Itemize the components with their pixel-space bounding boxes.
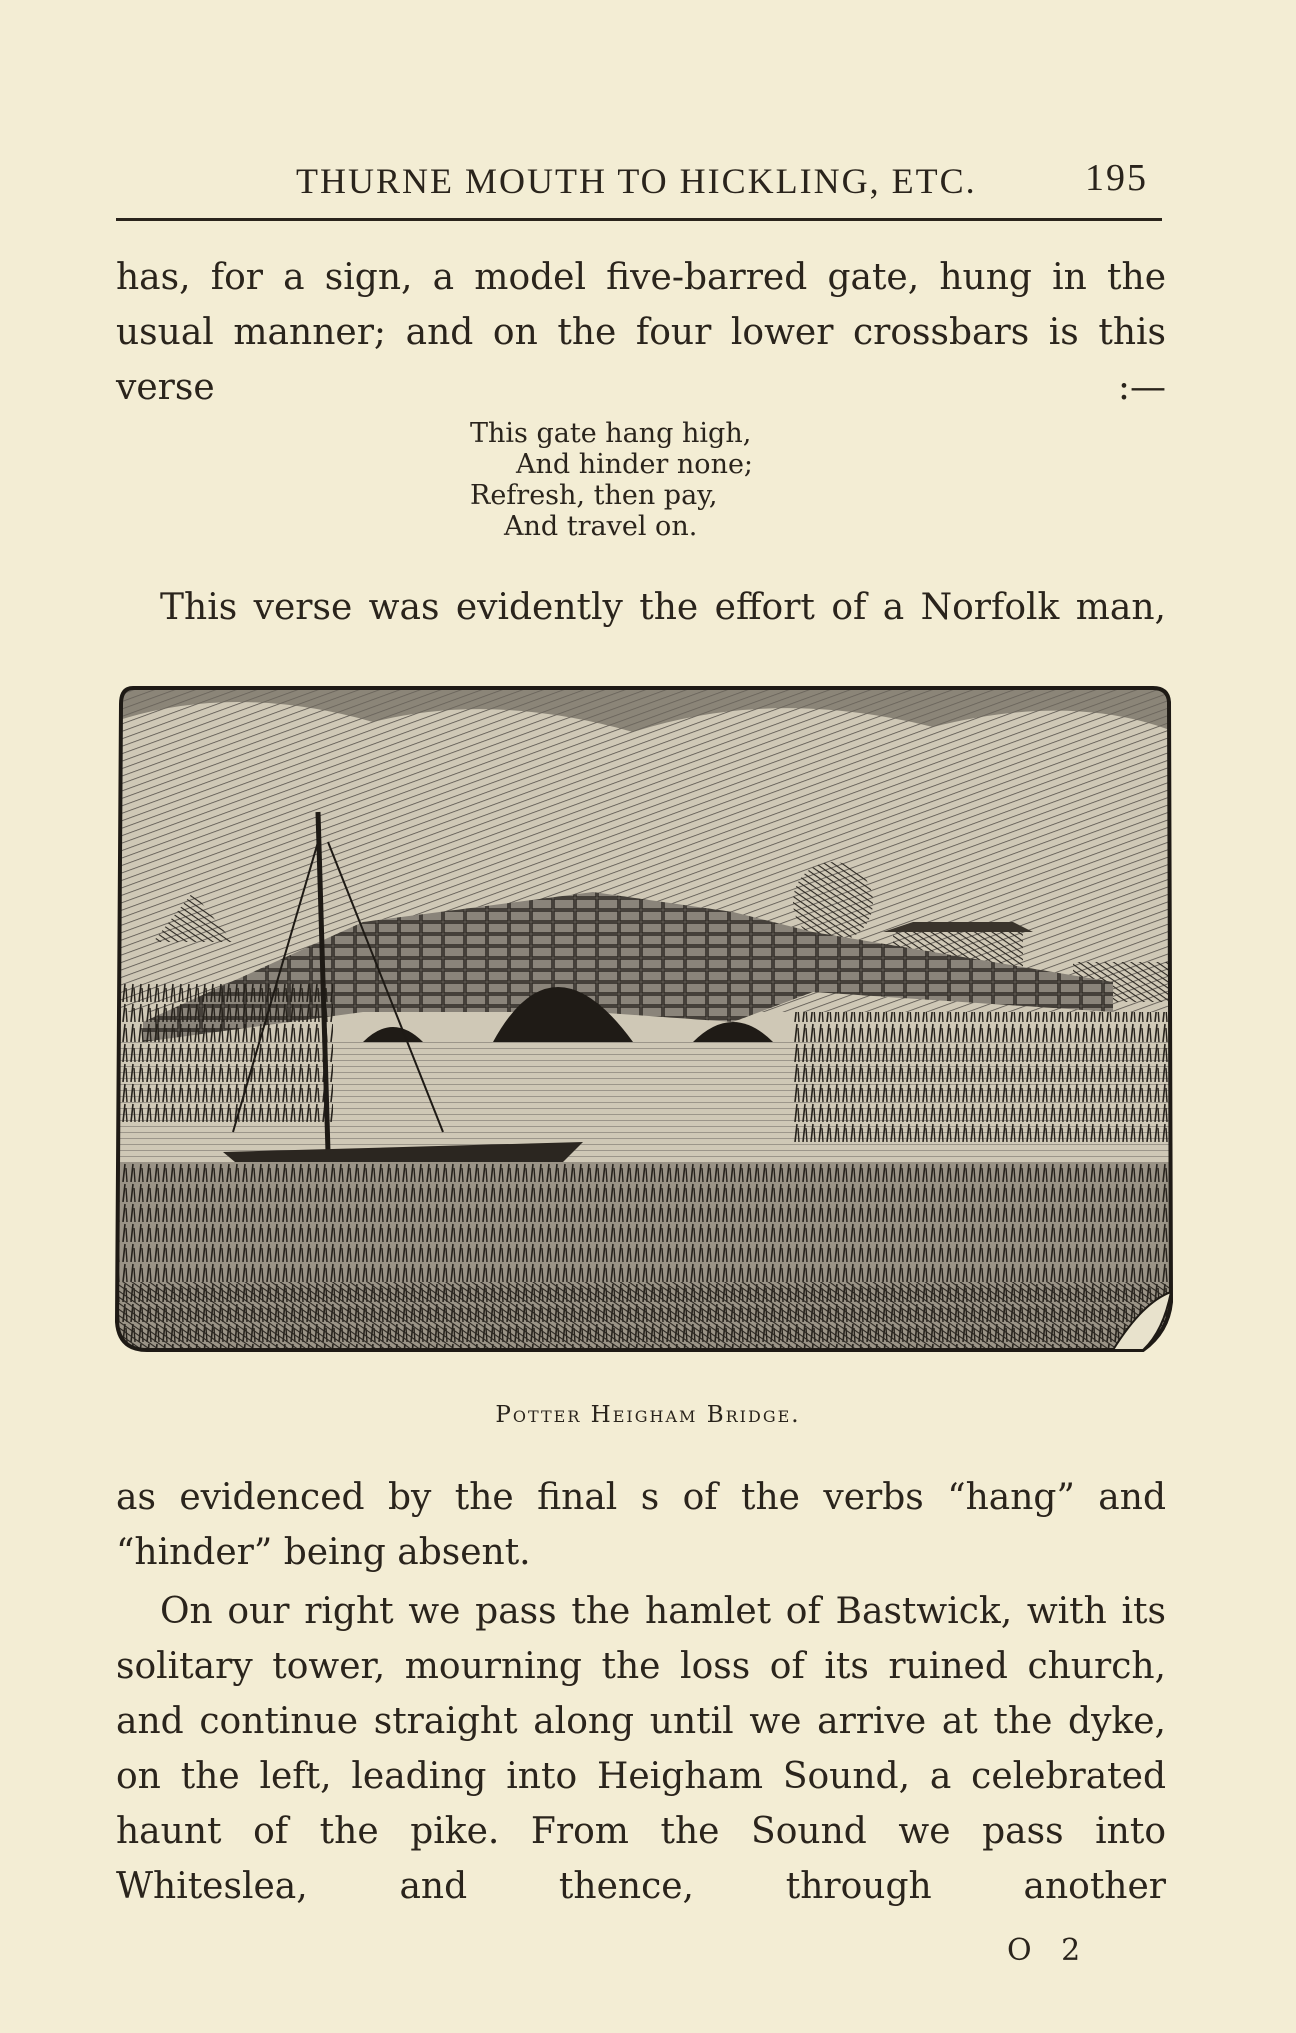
signature-mark: O 2 [1007, 1933, 1091, 1968]
verse-line: And hinder none; [516, 449, 754, 480]
verse-line: This gate hang high, [470, 418, 752, 449]
paragraph-text: On our right we pass the hamlet of Bastwick, with its solitary tower, mourning the loss of its ruined church, and continue straight along until we arrive at the dyke, on the left, leading into Heigham Sound, a celebrated haunt of the pike. From the Sound we pass into Whiteslea, and thence, through another [116, 1591, 1166, 1907]
running-head [116, 150, 1162, 200]
paragraph-text: has, for a sign, a model five-barred gate, hung in the usual manner; and on the four lower crossbars is this verse :— [116, 257, 1166, 408]
page-number: 195 [1085, 157, 1148, 199]
gate-verse [470, 418, 753, 542]
verse-line: Refresh, then pay, [470, 480, 718, 511]
paragraph-text: as evidenced by the final s of the verbs “hang” and “hinder” being absent. [116, 1477, 1166, 1573]
paragraph-verbs [116, 1470, 1166, 1580]
paragraph-norfolk-man [116, 580, 1166, 635]
paragraph-text: This verse was evidently the effort of a Norfolk man, [160, 587, 1166, 628]
header-rule [116, 218, 1162, 221]
running-title: THURNE MOUTH TO HICKLING, ETC. [296, 161, 977, 201]
bridge-engraving [113, 682, 1175, 1357]
paragraph-bastwick [116, 1584, 1166, 1914]
verse-line: And travel on. [504, 511, 698, 542]
paragraph-gate-sign [116, 250, 1166, 415]
figure-caption: Potter Heigham Bridge. [495, 1402, 801, 1428]
